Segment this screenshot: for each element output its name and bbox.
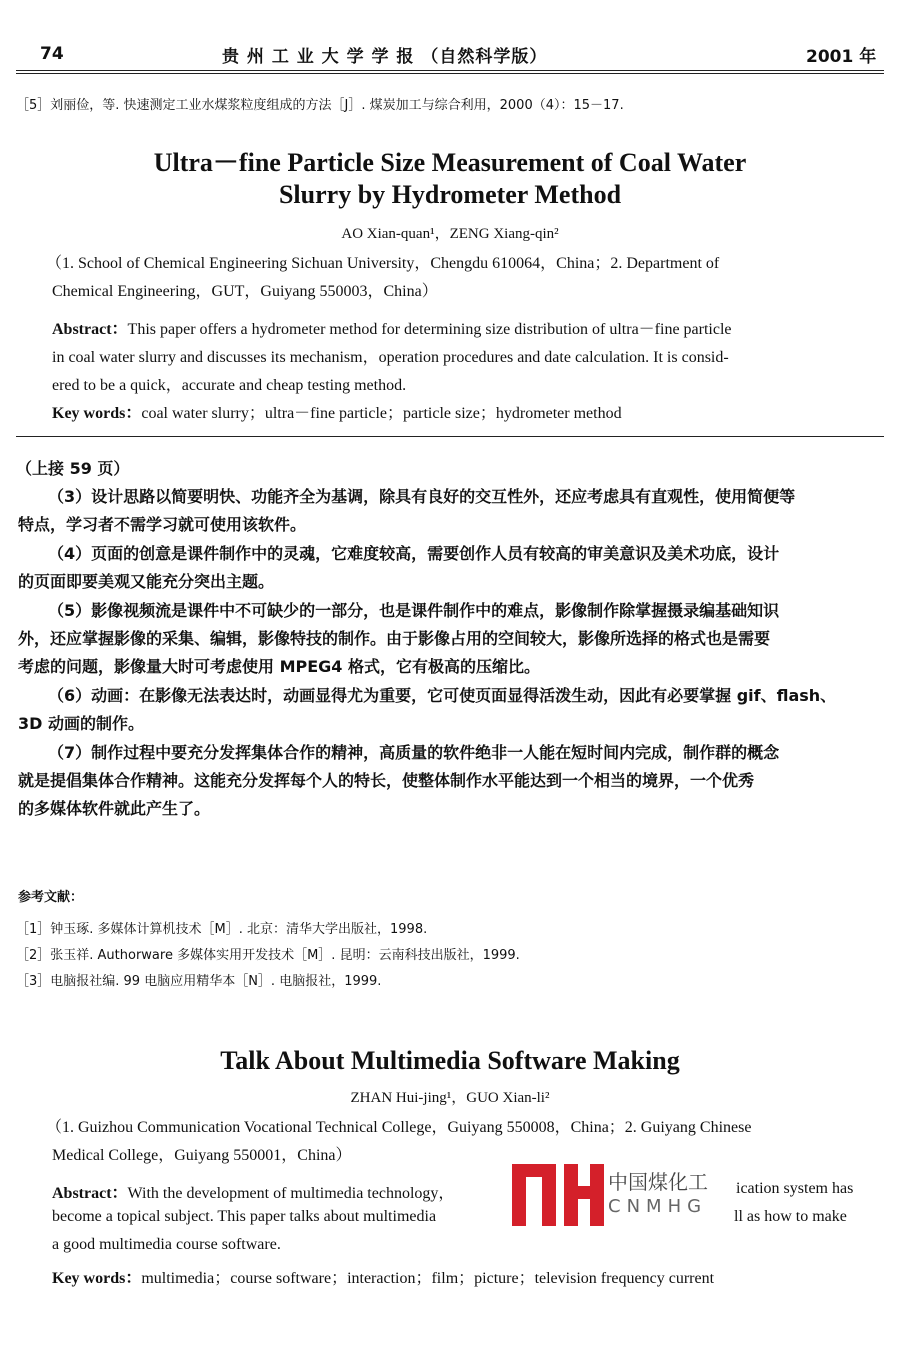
article2-title: Talk About Multimedia Software Making	[220, 1046, 680, 1075]
article2-abstract-line1-end: ication system has	[736, 1180, 854, 1197]
references-heading: 参考文献：	[18, 890, 84, 905]
article1-keywords	[52, 400, 622, 423]
article1-title-line1: Ultra－fine Particle Size Measurement of Coal Water	[153, 148, 747, 177]
body-line: （3）设计思路以简要明快、功能齐全为基调，除具有良好的交互性外，还应考虑具有直观性，使用简便等	[48, 487, 796, 506]
article2-abstract-line2-end: ll as how to make	[734, 1208, 847, 1225]
abstract-text: With the development of multimedia technology，	[127, 1185, 455, 1202]
article2-keywords	[52, 1265, 714, 1288]
article1-title-line2: Slurry by Hydrometer Method	[278, 180, 622, 209]
keywords-label: Key words：	[52, 1270, 142, 1287]
article1-abstract-line3: ered to be a quick，accurate and cheap testing method.	[52, 377, 407, 394]
reference-item: ［3］电脑报社编. 99 电脑应用精华本［N］. 电脑报社，1999.	[16, 974, 382, 989]
header-rule	[16, 70, 884, 71]
body-line: 就是提倡集体合作精神。这能充分发挥每个人的特长，使整体制作水平能达到一个相当的境界，一个优秀	[18, 771, 755, 790]
article1-abstract-line2: in coal water slurry and discusses its mechanism，operation procedures and date calculation. It is consid-	[52, 349, 729, 366]
body-line: 外，还应掌握影像的采集、编辑，影像特技的制作。由于影像占用的空间较大，影像所选择的格式也是需要	[18, 629, 771, 648]
reference-item: ［2］张玉祥. Authorware 多媒体实用开发技术［M］. 昆明：云南科技出版社，1999.	[16, 948, 520, 963]
article2-abstract-line2: become a topical subject. This paper talks about multimedia	[52, 1208, 437, 1225]
top-reference: ［5］刘丽俭，等. 快速测定工业水煤浆粒度组成的方法［J］. 煤炭加工与综合利用，2000（4）：15－17.	[16, 98, 624, 113]
article1-affiliation-line2: Chemical Engineering，GUT，Guiyang 550003，China）	[52, 283, 438, 300]
cnmhg-logo-icon	[512, 1164, 604, 1226]
year: 2001 年	[806, 47, 877, 67]
article1-authors: AO Xian-quan¹，ZENG Xiang-qin²	[341, 226, 559, 242]
body-line: 考虑的问题，影像量大时可考虑使用 MPEG4 格式，它有极高的压缩比。	[18, 657, 540, 676]
article2-affiliation-line2: Medical College，Guiyang 550001，China）	[52, 1147, 352, 1164]
keywords-text: coal water slurry；ultra－fine particle；particle size；hydrometer method	[141, 405, 622, 422]
reference-item: ［1］钟玉琢. 多媒体计算机技术［M］. 北京：清华大学出版社，1998.	[16, 922, 428, 937]
abstract-label: Abstract：	[52, 321, 128, 338]
abstract-text: This paper offers a hydrometer method for determining size distribution of ultra－fine particle	[127, 321, 732, 338]
keywords-label: Key words：	[52, 405, 142, 422]
body-line: 的页面即要美观又能充分突出主题。	[18, 572, 275, 591]
page-number: 74	[40, 44, 64, 64]
body-line: （7）制作过程中要充分发挥集体合作的精神，高质量的软件绝非一人能在短时间内完成，制作群的概念	[48, 743, 780, 762]
continued-note: （上接 59 页）	[16, 459, 130, 478]
body-line: 3D 动画的制作。	[18, 714, 144, 733]
body-line: （4）页面的创意是课件制作中的灵魂，它难度较高，需要创作人员有较高的审美意识及美术功底，设计	[48, 544, 780, 563]
article2-affiliation-line1: （1. Guizhou Communication Vocational Technical College，Guiyang 550008，China；2. Guiyang Chinese	[46, 1119, 752, 1136]
watermark-logo	[510, 1162, 724, 1228]
article2-abstract-line1	[52, 1180, 454, 1203]
body-line: （6）动画：在影像无法表达时，动画显得尤为重要，它可使页面显得活泼生动，因此有必要掌握 gif、flash、	[48, 686, 837, 705]
header-rule-2	[16, 73, 884, 74]
body-line: （5）影像视频流是课件中不可缺少的一部分，也是课件制作中的难点，影像制作除掌握摄录编基础知识	[48, 601, 780, 620]
article2-authors: ZHAN Hui-jing¹，GUO Xian-li²	[350, 1090, 550, 1106]
watermark-brand-en: CNMHG	[608, 1196, 708, 1217]
abstract-label: Abstract：	[52, 1185, 128, 1202]
journal-title: 贵 州 工 业 大 学 学 报 （自然科学版）	[222, 47, 548, 67]
article1-abstract-line1	[52, 316, 732, 339]
section-divider	[16, 436, 884, 437]
article1-affiliation-line1: （1. School of Chemical Engineering Sichuan University，Chengdu 610064，China；2. Department of	[46, 255, 720, 272]
article2-abstract-line3: a good multimedia course software.	[52, 1236, 281, 1253]
body-line: 的多媒体软件就此产生了。	[18, 799, 211, 818]
body-line: 特点，学习者不需学习就可使用该软件。	[18, 515, 307, 534]
watermark-brand-cn: 中国煤化工	[608, 1170, 708, 1194]
keywords-text: multimedia；course software；interaction；film；picture；television frequency current	[141, 1270, 715, 1287]
